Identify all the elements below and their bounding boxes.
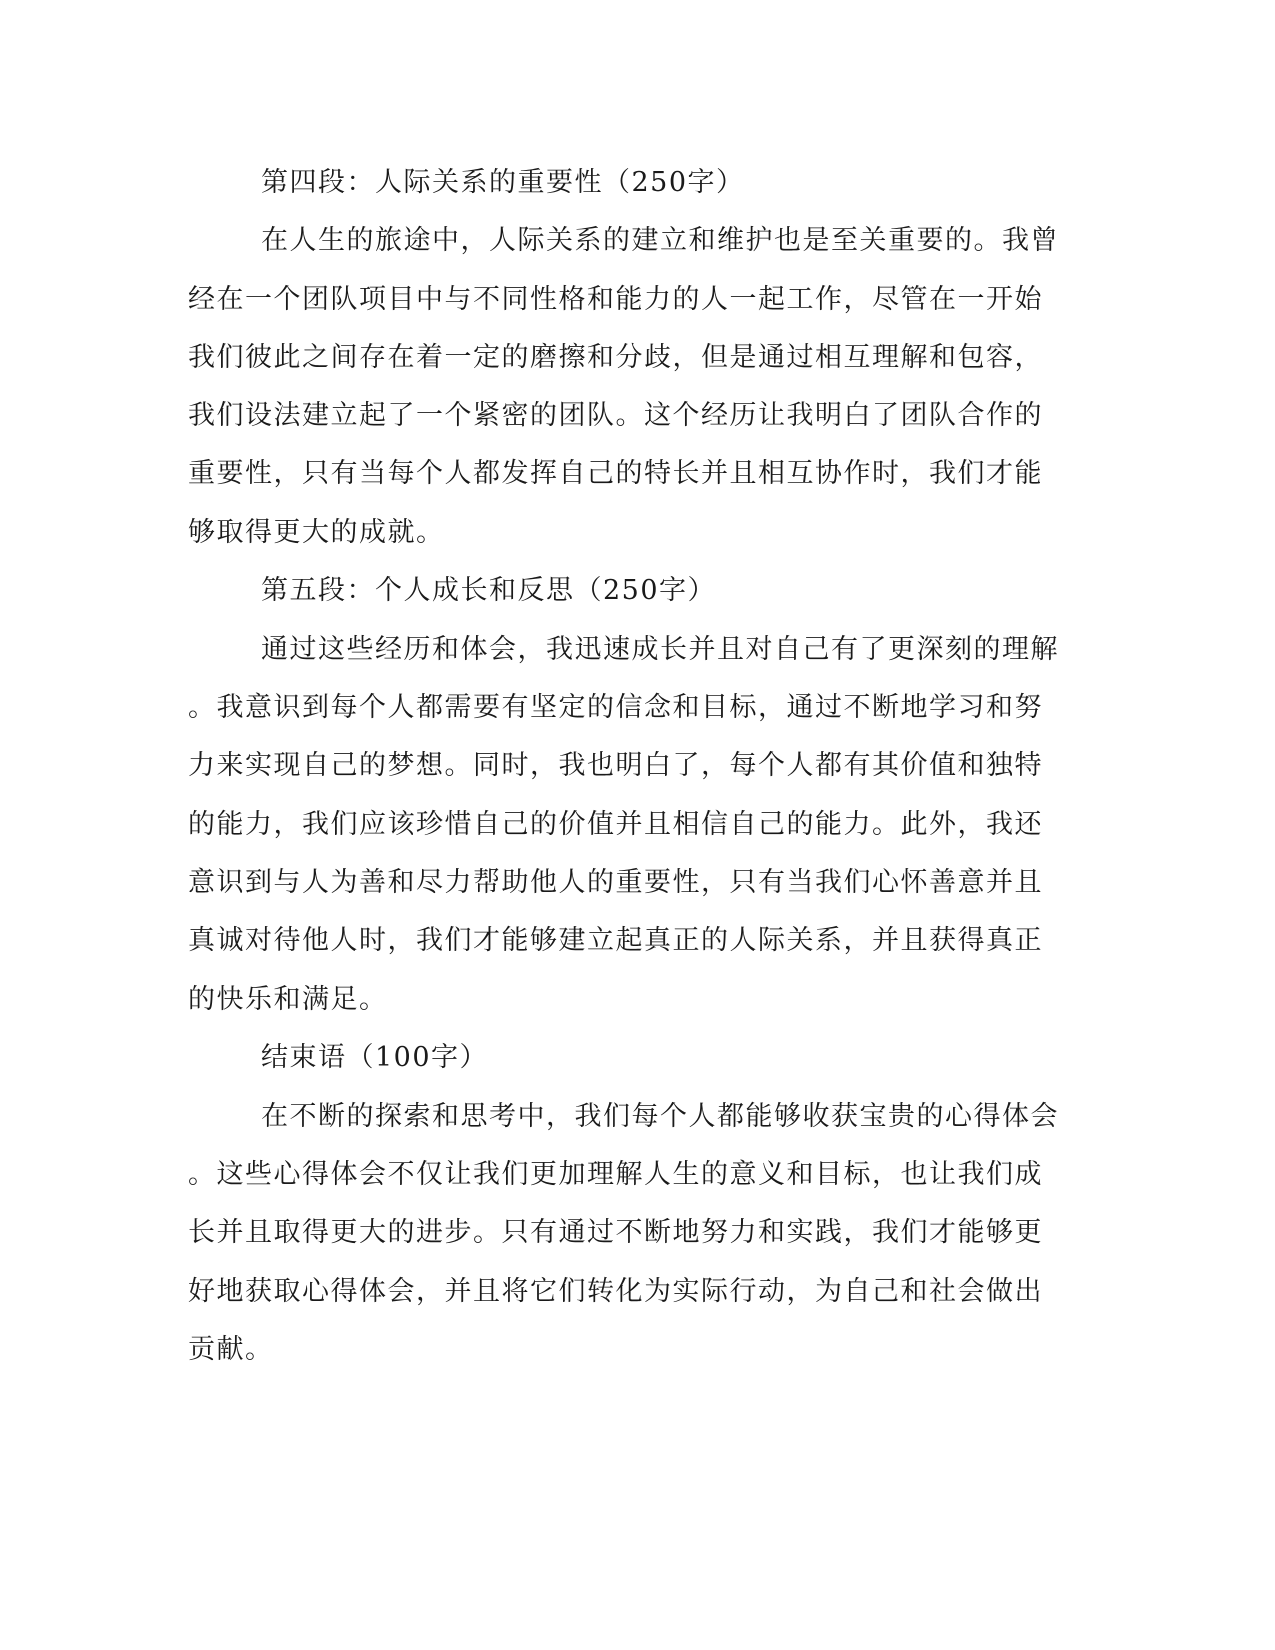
paragraph-line: 力来实现自己的梦想。同时，我也明白了，每个人都有其价值和独特 — [188, 750, 1043, 781]
paragraph-line: 在人生的旅途中，人际关系的建立和维护也是至关重要的。我曾 — [261, 225, 1059, 256]
paragraph-line: 我们设法建立起了一个紧密的团队。这个经历让我明白了团队合作的 — [188, 400, 1043, 431]
paragraph-line: 好地获取心得体会，并且将它们转化为实际行动，为自己和社会做出 — [188, 1276, 1043, 1307]
paragraph-line: 贡献。 — [188, 1334, 274, 1365]
paragraph-line: 我们彼此之间存在着一定的磨擦和分歧，但是通过相互理解和包容， — [188, 342, 1043, 373]
paragraph-line: 的快乐和满足。 — [188, 984, 388, 1015]
section-heading-4: 第四段：人际关系的重要性（250字） — [261, 167, 745, 198]
paragraph-line: 的能力，我们应该珍惜自己的价值并且相信自己的能力。此外，我还 — [188, 809, 1043, 840]
paragraph-line: 通过这些经历和体会，我迅速成长并且对自己有了更深刻的理解 — [261, 634, 1059, 665]
paragraph-line: 经在一个团队项目中与不同性格和能力的人一起工作，尽管在一开始 — [188, 284, 1043, 315]
paragraph-line: 在不断的探索和思考中，我们每个人都能够收获宝贵的心得体会 — [261, 1101, 1059, 1132]
paragraph-line: 真诚对待他人时，我们才能够建立起真正的人际关系，并且获得真正 — [188, 925, 1043, 956]
paragraph-line: 重要性，只有当每个人都发挥自己的特长并且相互协作时，我们才能 — [188, 458, 1043, 489]
paragraph-line: 长并且取得更大的进步。只有通过不断地努力和实践，我们才能够更 — [188, 1217, 1043, 1248]
paragraph-line: 。我意识到每个人都需要有坚定的信念和目标，通过不断地学习和努 — [188, 692, 1043, 723]
paragraph-line: 意识到与人为善和尽力帮助他人的重要性，只有当我们心怀善意并且 — [188, 867, 1043, 898]
section-heading-5: 第五段：个人成长和反思（250字） — [261, 575, 717, 606]
conclusion-heading: 结束语（100字） — [261, 1042, 489, 1073]
paragraph-line: 。这些心得体会不仅让我们更加理解人生的意义和目标，也让我们成 — [188, 1159, 1043, 1190]
paragraph-line: 够取得更大的成就。 — [188, 517, 445, 548]
